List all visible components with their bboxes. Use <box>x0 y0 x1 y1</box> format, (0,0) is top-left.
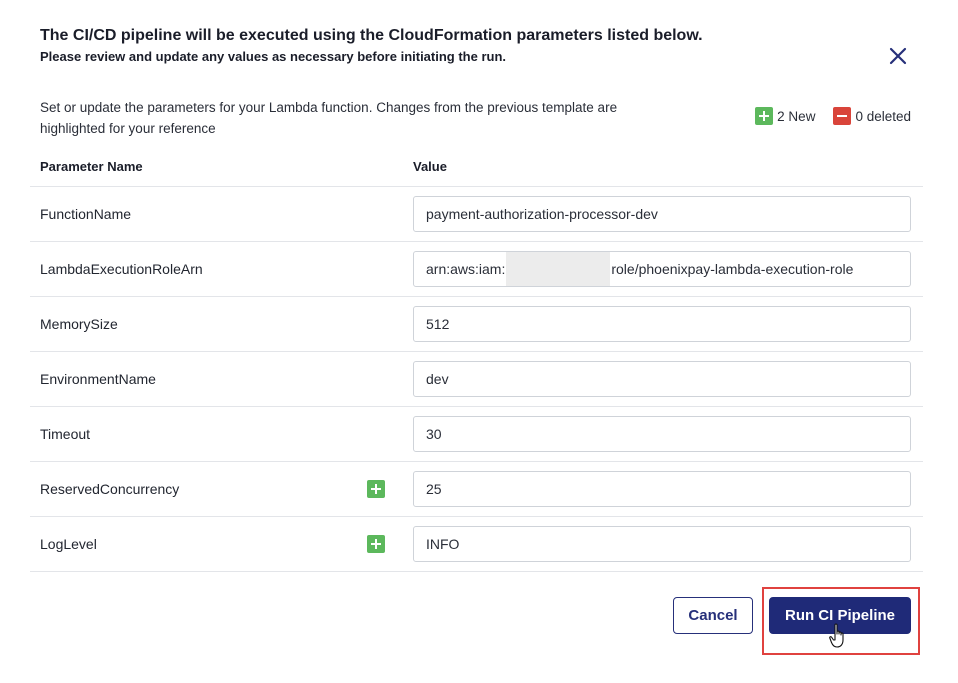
parameter-name: LogLevel <box>40 536 97 552</box>
parameter-name: EnvironmentName <box>40 371 156 387</box>
table-row <box>30 462 923 517</box>
legend-new-label: 2 New <box>777 108 816 124</box>
hand-pointer-icon <box>829 623 849 649</box>
parameter-name: MemorySize <box>40 316 118 332</box>
parameter-value-input[interactable]: payment-authorization-processor-dev <box>413 196 911 232</box>
table-row <box>30 517 923 572</box>
plus-icon <box>755 107 773 125</box>
plus-icon <box>367 535 385 553</box>
redacted-region <box>506 252 610 286</box>
dialog-description: Set or update the parameters for your Lambda function. Changes from the previous template are highlighted for your reference <box>40 100 618 136</box>
dialog-subtitle: Please review and update any values as necessary before initiating the run. <box>40 49 507 64</box>
dialog-title: The CI/CD pipeline will be executed using the CloudFormation parameters listed below. <box>40 27 703 44</box>
parameter-name: LambdaExecutionRoleArn <box>40 261 203 277</box>
minus-icon <box>833 107 851 125</box>
parameter-value-input[interactable]: 512 <box>413 306 911 342</box>
legend-deleted-label: 0 deleted <box>855 108 911 124</box>
change-legend <box>755 107 911 125</box>
column-header-value: Value <box>413 159 447 174</box>
legend-deleted <box>833 107 911 125</box>
close-icon <box>886 44 910 68</box>
arn-prefix: arn:aws:iam: <box>426 261 506 277</box>
table-row <box>30 297 923 352</box>
close-button[interactable] <box>886 44 910 68</box>
cancel-button[interactable]: Cancel <box>673 597 753 634</box>
plus-icon <box>367 480 385 498</box>
table-row <box>30 352 923 407</box>
parameter-value-input[interactable]: INFO <box>413 526 911 562</box>
column-header-name: Parameter Name <box>40 159 143 174</box>
parameters-table <box>30 186 923 572</box>
parameter-name: ReservedConcurrency <box>40 481 180 497</box>
parameter-name: FunctionName <box>40 206 132 222</box>
table-row <box>30 407 923 462</box>
parameter-value-input[interactable] <box>413 251 911 287</box>
parameter-name: Timeout <box>40 426 91 442</box>
parameter-value-input[interactable]: 30 <box>413 416 911 452</box>
table-row <box>30 242 923 297</box>
arn-suffix: role/phoenixpay-lambda-execution-role <box>611 261 854 277</box>
run-ci-pipeline-button[interactable]: Run CI Pipeline <box>769 597 911 634</box>
table-row <box>30 187 923 242</box>
legend-new <box>755 107 815 125</box>
parameter-value-input[interactable]: 25 <box>413 471 911 507</box>
parameter-value-input[interactable]: dev <box>413 361 911 397</box>
